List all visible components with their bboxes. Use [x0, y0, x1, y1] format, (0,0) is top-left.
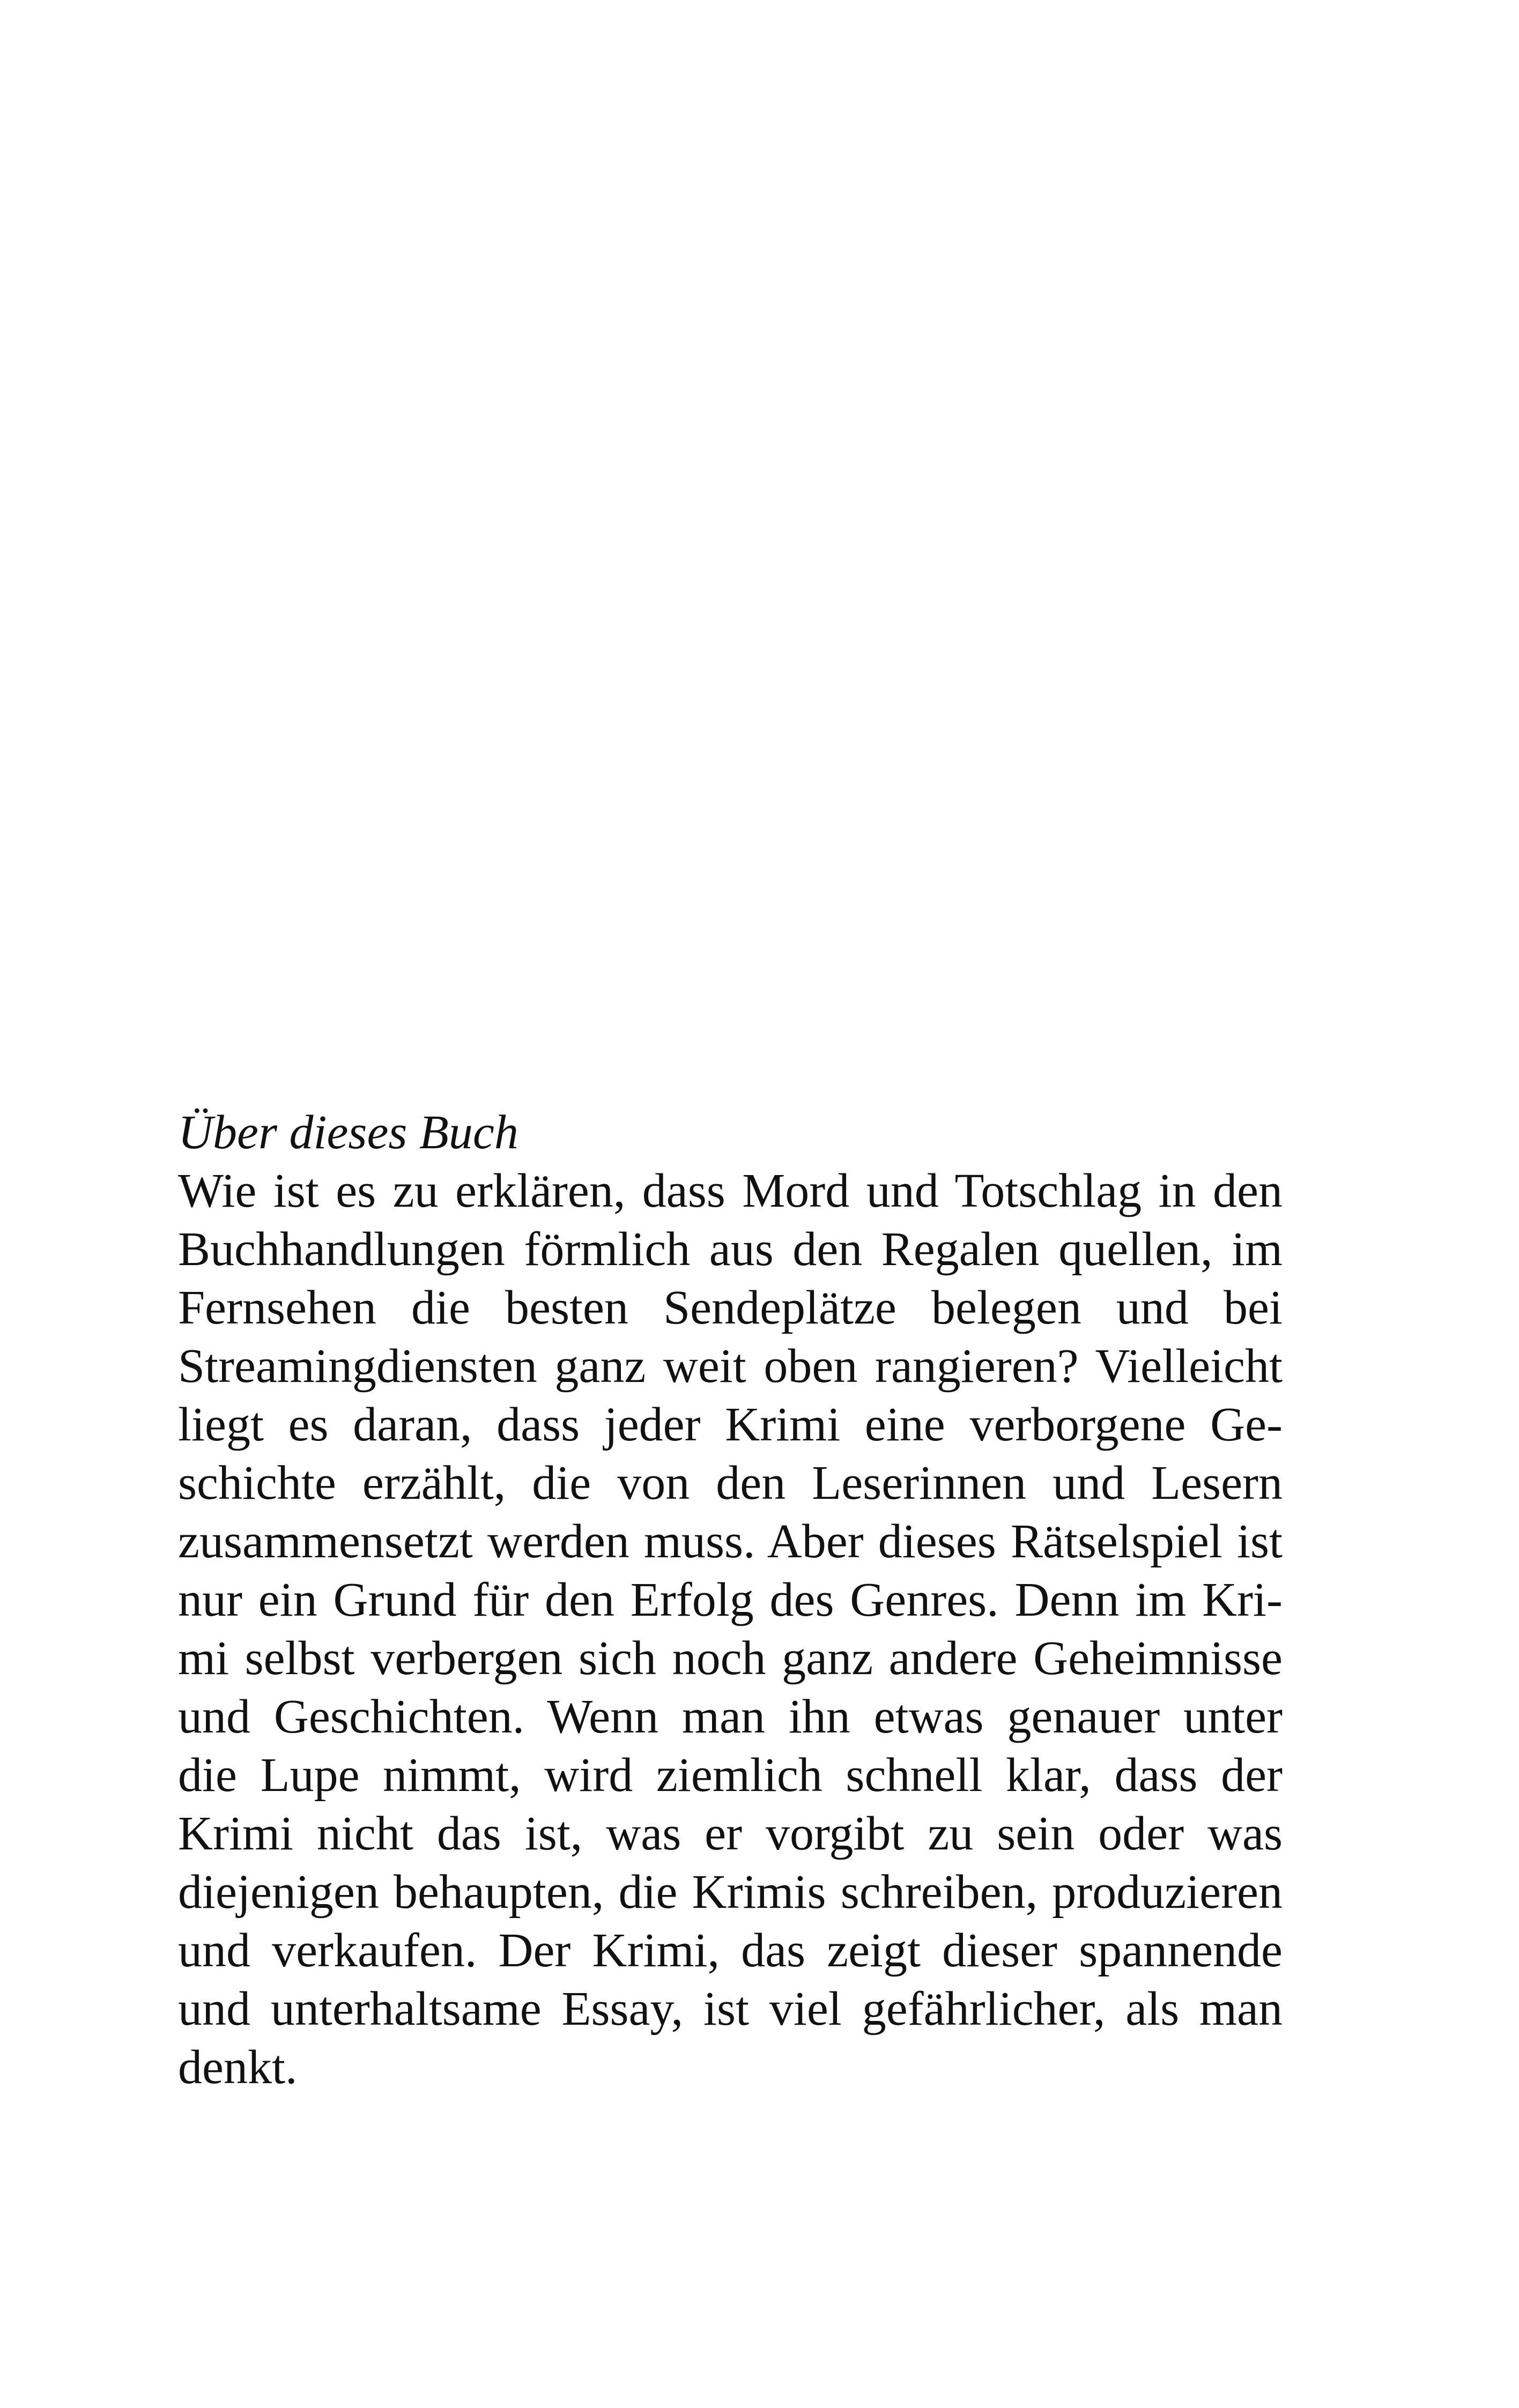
paragraph-line: und Geschichten. Wenn man ihn etwas genauer unter: [178, 1690, 1283, 1743]
blurb-paragraph: [178, 1162, 1283, 2097]
paragraph-line: liegt es daran, dass jeder Krimi eine verborgene Ge-: [178, 1398, 1283, 1451]
paragraph-line: nur ein Grund für den Erfolg des Genres. Denn im Kri-: [178, 1573, 1283, 1626]
paragraph-line: und unterhaltsame Essay, ist viel gefährlicher, als man: [178, 1982, 1283, 2035]
paragraph-line: zusammensetzt werden muss. Aber dieses Rätselspiel ist: [178, 1515, 1283, 1568]
paragraph-line: Buchhandlungen förmlich aus den Regalen quellen, im: [178, 1223, 1283, 1276]
paragraph-line: Wie ist es zu erklären, dass Mord und Totschlag in den: [178, 1164, 1283, 1217]
paragraph-line: denkt.: [178, 2041, 298, 2094]
paragraph-line: mi selbst verbergen sich noch ganz andere Geheimnisse: [178, 1632, 1283, 1685]
paragraph-line: und verkaufen. Der Krimi, das zeigt dieser spannende: [178, 1924, 1283, 1977]
section-heading: Über dieses Buch: [178, 1106, 518, 1159]
about-this-book-section: [178, 1103, 1283, 2097]
paragraph-line: schichte erzählt, die von den Leserinnen und Lesern: [178, 1456, 1283, 1510]
paragraph-line: die Lupe nimmt, wird ziemlich schnell klar, dass der: [178, 1749, 1283, 1802]
paragraph-line: diejenigen behaupten, die Krimis schreiben, produzieren: [178, 1866, 1283, 1919]
paragraph-line: Streamingdiensten ganz weit oben rangieren? Vielleicht: [178, 1340, 1283, 1393]
paragraph-line: Krimi nicht das ist, was er vorgibt zu sein oder was: [178, 1807, 1283, 1860]
paragraph-line: Fernsehen die besten Sendeplätze belegen und bei: [178, 1281, 1283, 1334]
